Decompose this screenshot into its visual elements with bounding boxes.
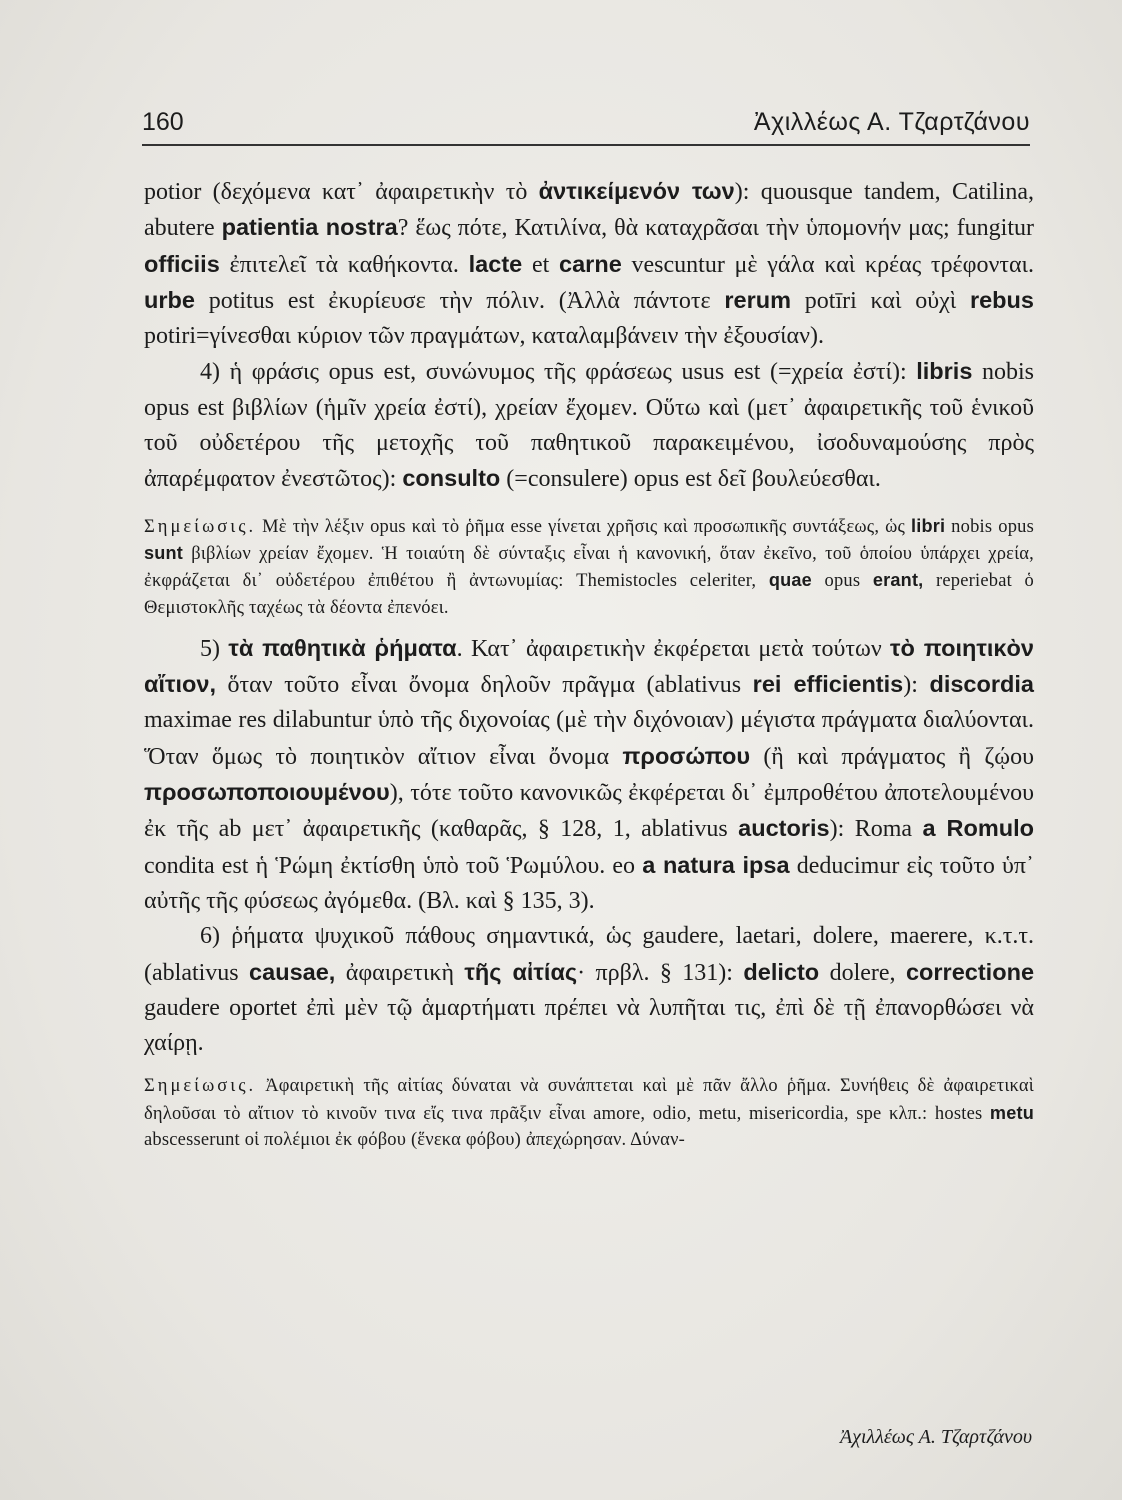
emphasis-term: causae, — [249, 958, 336, 985]
body-text — [144, 174, 1034, 1153]
text-run: maximae res dilabuntur ὑπὸ τῆς διχονοίας (μὲ τὴν διχόνοιαν) μέγιστα πράγματα διαλύονται. Ὅταν ὅμως τὸ ποιητικὸν αἴτιον εἶναι ὄνομα — [144, 707, 1034, 770]
footer-signature: Ἀχιλλέως Α. Τζαρτζάνου — [839, 1426, 1032, 1448]
text-run: potior (δεχόμενα κατ᾽ ἀφαιρετικὴν τὸ — [144, 179, 539, 205]
paragraph-4-opus-est — [144, 354, 1034, 497]
text-run: gaudere oportet ἐπὶ μὲν τῷ ἁμαρτήματι πρέπει νὰ λυπῆται τις, ἐπὶ δὲ τῇ ἐπανορθώσει νὰ χαίρῃ. — [144, 994, 1034, 1057]
emphasis-term: a Romulo — [922, 815, 1034, 842]
text-run: vescuntur μὲ γάλα καὶ κρέας τρέφονται. — [621, 251, 1035, 278]
page-header — [142, 108, 1030, 140]
emphasis-term: προσωποποιουμένου — [144, 779, 390, 806]
emphasis-term: προσώπου — [622, 742, 751, 769]
text-run: reperiebat ὁ Θεμιστοκλῆς ταχέως τὰ δέοντα ἐπενόει. — [144, 571, 1035, 618]
paragraph-potior — [144, 174, 1034, 354]
text-run: dolere, — [819, 959, 906, 986]
emphasis-term: rebus — [969, 286, 1034, 313]
text-run: abscesserunt οἱ πολέμιοι ἐκ φόβου (ἕνεκα φόβου) ἀπεχώρησαν. Δύναν- — [144, 1130, 686, 1151]
text-run: 6) ῥήματα ψυχικοῦ πάθους σημαντικά, ὡς gaudere, laetari, dolere, maerere, κ.τ.τ. (ablativus — [144, 923, 1034, 986]
emphasis-term: discordia — [929, 671, 1034, 698]
emphasis-term: τὸ ποιητικὸν αἴτιον, — [144, 634, 1034, 698]
emphasis-term: metu — [989, 1102, 1034, 1123]
emphasis-term: delicto — [743, 958, 820, 985]
text-run: . Κατ᾽ ἀφαιρετικὴν ἐκφέρεται μετὰ τούτων — [456, 635, 891, 662]
emphasis-term: ἀντικείμενόν των — [538, 178, 735, 204]
paragraph-5-passive-verbs — [144, 631, 1034, 919]
text-run: condita est ἡ Ῥώμη ἐκτίσθη ὑπὸ τοῦ Ῥωμύλου. eo — [144, 852, 643, 879]
emphasis-term: consulto — [402, 465, 501, 492]
text-run: 5) — [200, 635, 229, 662]
emphasis-term: libris — [916, 358, 973, 385]
text-run: ): Roma — [829, 816, 923, 843]
text-run: ἐπιτελεῖ τὰ καθήκοντα. — [219, 251, 469, 278]
text-run: ἀφαιρετικὴ — [335, 959, 465, 986]
page-number: 160 — [142, 108, 184, 136]
note-label: Σημείωσις. — [144, 1076, 257, 1097]
emphasis-term: patientia nostra — [221, 214, 398, 241]
emphasis-term: quae — [768, 570, 812, 591]
text-run: 4) ἡ φράσις opus est, συνώνυμος τῆς φράσεως usus est (=χρεία ἐστί): — [200, 359, 917, 386]
text-run: (=consulere) opus est δεῖ βουλεύεσθαι. — [500, 466, 881, 493]
text-run: Ἀφαιρετικὴ τῆς αἰτίας δύναται νὰ συνάπτεται καὶ μὲ πᾶν ἄλλο ῥῆμα. Συνήθεις δὲ ἀφαιρετικαὶ δηλοῦσαι τὸ αἴτιον τὸ κινοῦν τινα εἴς τινα πρᾶξιν εἶναι amore, odio, metu, misericordia, spe κλπ.: hostes — [144, 1076, 1034, 1124]
emphasis-term: a natura ipsa — [642, 851, 790, 878]
text-run: ? ἕως πότε, Κατιλίνα, θὰ καταχρᾶσαι τὴν ὑπομονήν μας; fungitur — [397, 215, 1035, 242]
note-opus-esse — [144, 513, 1034, 621]
text-run: βιβλίων χρείαν ἔχομεν. Ἡ τοιαύτη δὲ σύνταξις εἶναι ἡ κανονική, ὅταν ἐκεῖνο, τοῦ ὁποίου ὑπάρχει χρεία, ἐκφράζεται δι᾽ οὐδετέρου ἐπιθέτου ἢ ἀντωνυμίας: Themistocles celeriter, — [144, 543, 1034, 592]
emphasis-term: rei efficientis — [752, 671, 904, 698]
text-run: et — [522, 251, 560, 278]
running-head: Ἀχιλλέως Α. Τζαρτζάνου — [753, 108, 1030, 136]
emphasis-term: auctoris — [738, 815, 830, 842]
text-run: deducimur εἰς τοῦτο ὑπ᾽ αὐτῆς τῆς φύσεως ἀγόμεθα. (Βλ. καὶ § 135, 3). — [144, 852, 1034, 914]
text-run: potīri καὶ οὐχὶ — [791, 287, 970, 314]
emphasis-term: sunt — [144, 542, 184, 563]
emphasis-term: lacte — [468, 250, 523, 277]
text-run: nobis opus est βιβλίων (ἡμῖν χρεία ἐστί), χρείαν ἔχομεν. Οὕτω καὶ (μετ᾽ ἀφαιρετικῆς τοῦ ἑνικοῦ τοῦ οὐδετέρου τῆς μετοχῆς τοῦ παθητικοῦ παρακειμένου, ἰσοδυναμούσης πρὸς ἀπαρέμφατον ἐνεστῶτος): — [144, 359, 1034, 493]
text-run: ), τότε τοῦτο κανονικῶς ἐκφέρεται δι᾽ ἐμπροθέτου ἀποτελουμένου ἐκ τῆς ab μετ᾽ ἀφαιρετικῆς (καθαρᾶς, § 128, 1, ablativus — [144, 780, 1034, 843]
text-run: ): — [903, 672, 930, 699]
note-label: Σημείωσις. — [144, 516, 257, 537]
text-run: potitus est ἐκυρίευσε τὴν πόλιν. (Ἀλλὰ πάντοτε — [194, 287, 725, 314]
emphasis-term: τῆς αἰτίας — [464, 958, 578, 985]
emphasis-term: correctione — [905, 958, 1035, 985]
emphasis-term: τὰ παθητικὰ ῥήματα — [228, 634, 457, 661]
text-run: potiri=γίνεσθαι κύριον τῶν πραγμάτων, καταλαμβάνειν τὴν ἐξουσίαν). — [144, 323, 824, 350]
emphasis-term: urbe — [144, 286, 195, 313]
emphasis-term: erant, — [872, 570, 924, 591]
emphasis-term: officiis — [144, 250, 220, 277]
emphasis-term: carne — [559, 250, 622, 277]
text-run: Μὲ τὴν λέξιν opus καὶ τὸ ῥῆμα esse γίνεται χρῆσις καὶ προσωπικῆς συντάξεως, ὡς — [256, 516, 911, 537]
header-rule — [142, 144, 1030, 146]
text-run: ὅταν τοῦτο εἶναι ὄνομα δηλοῦν πρᾶγμα (ablativus — [216, 672, 753, 699]
text-run: ): quousque tandem, Catilina, abutere — [144, 179, 1034, 242]
text-run: · πρβλ. § 131): — [577, 959, 744, 986]
emphasis-term: rerum — [724, 286, 792, 313]
text-run: opus — [811, 571, 873, 592]
paragraph-6-emotion-verbs — [144, 919, 1034, 1061]
text-run: nobis opus — [945, 516, 1034, 537]
text-run: (ἢ καὶ πράγματος ἢ ζῴου — [750, 743, 1034, 770]
emphasis-term: libri — [911, 515, 946, 536]
note-ablative-cause — [144, 1073, 1034, 1153]
